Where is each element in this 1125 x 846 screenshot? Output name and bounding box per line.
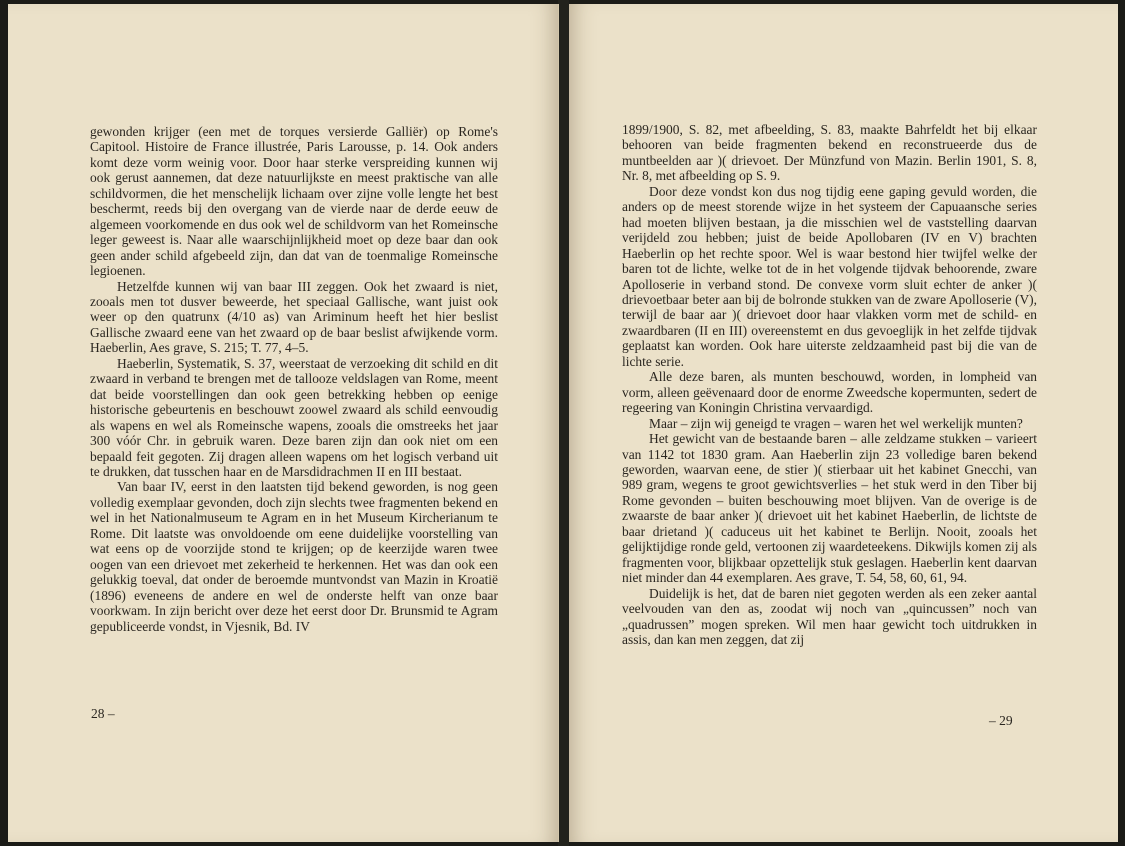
book-gutter — [558, 0, 569, 846]
right-paragraph-6: Duidelijk is het, dat de baren niet gegoten werden als een zeker aantal veelvouden van den as, zoodat wij noch van „quincussen” noch van „quadrussen” mogen spreken. Wil men haar gewicht toch uitdrukken in assis, dan kan men zeggen, dat zij — [622, 585, 1037, 647]
left-page-text — [90, 124, 498, 634]
left-paragraph-2: Hetzelfde kunnen wij van baar III zeggen. Ook het zwaard is niet, zooals men tot dusver beweerde, het speciaal Gallische, want juist ook weer op den quatrunx (4/10 as) van Ariminum heeft het hier beslist Gallische zwaard eene van het zwaard op de baar beslist afwijkende vorm. Haeberlin, Aes grave, S. 215; T. 77, 4–5. — [90, 278, 498, 356]
left-page — [8, 4, 559, 842]
right-page-number: – 29 — [989, 713, 1013, 728]
left-paragraph-1: gewonden krijger (een met de torques versierde Galliër) op Rome's Capitool. Histoire de France illustrée, Paris Larousse, p. 14. Ook anders komt deze vorm weinig voor. Door haar sterke verspreiding kunnen wij ook gerust aannemen, dat deze natuurlijkste en meest praktische van alle schildvormen, die het menschelijk lichaam over zijne volle lengte het best beschermt, reeds bij den overgang van de vierde naar de derde eeuw de algemeen voorkomende en dus ook wel de schildvorm van het Romeinsche leger geweest is. Naar alle waarschijnlijkheid moet op deze baar dan ook geen ander schild afgebeeld zijn, dan dat van de toenmalige Romeinsche legioenen. — [90, 124, 498, 279]
right-page-text — [622, 122, 1037, 647]
right-paragraph-4: Maar – zijn wij geneigd te vragen – waren het wel werkelijk munten? — [649, 415, 1023, 431]
left-page-number: 28 – — [91, 706, 115, 721]
right-paragraph-3: Alle deze baren, als munten beschouwd, worden, in lompheid van vorm, alleen geëvenaard door de enorme Zweedsche kopermunten, sedert de regeering van Koningin Christina vervaardigd. — [622, 369, 1037, 416]
right-paragraph-2: Door deze vondst kon dus nog tijdig eene gaping gevuld worden, die anders op de meest storende wijze in het systeem der Capuaansche series had moeten blijven bestaan, ja die misschien wel de vaststelling daarvan verijdeld zou hebben; juist de beide Apollobaren (IV en V) brachten Haeberlin op het rechte spoor. Wel is waar bestond hier twijfel welke der baren tot de lichte, welke tot de in het volgende tijdvak behoorende, zware Apolloserie in verband stond. De convexe vorm sluit echter de anker )( drievoetbaar beter aan bij de bolronde stukken van de zware Apolloserie (V), terwijl de baar aar )( drievoet door haar vlakken vorm met de schild- en zwaardbaren (II en III) overeenstemt en dus gevoeglijk in het zelfde tijdvak geplaatst kan worden. Ook hare uiterste zeldzaamheid past bij die van de lichte serie. — [622, 183, 1037, 369]
right-page — [569, 4, 1118, 842]
left-paragraph-4: Van baar IV, eerst in den laatsten tijd bekend geworden, is nog geen volledig exemplaar gevonden, doch zijn slechts twee fragmenten bekend en wel in het Nationalmuseum te Agram en in het Museum Kircherianum te Rome. Dit laatste was onvoldoende om eene duidelijke voorstelling van wat eens op de voorzijde stond te krijgen; op de keerzijde waren twee oogen van een drievoet met zekerheid te herkennen. Het was dan ook een gelukkig toeval, dat onder de beroemde muntvondst van Mazin in Kroatië (1896) eveneens de andere en wel de onderste helft van onze baar voorkwam. In zijn bericht over deze het eerst door Dr. Brunsmid te Agram gepubliceerde vondst, in Vjesnik, Bd. IV — [90, 479, 498, 634]
right-paragraph-5: Het gewicht van de bestaande baren – alle zeldzame stukken – varieert van 1142 tot 1830 gram. Aan Haeberlin zijn 23 volledige baren bekend geworden, waarvan eene, de stier )( stierbaar uit het kabinet Gnecchi, van 989 gram, wegens te groot gewichtsverlies – het stuk werd in den Tiber bij Rome gevonden – buiten beschouwing moet blijven. Van de overige is de zwaarste de baar anker )( drievoet uit het kabinet Haeberlin, de lichtste de baar drietand )( caduceus uit het kabinet te Berlijn. Nooit, zooals het gelijktijdige ronde geld, vertoonen zij waardeteekens. Dikwijls komen zij als fragmenten voor, blijkbaar opzettelijk stuk geslagen. Haeberlin kent daarvan niet minder dan 44 exemplaren. Aes grave, T. 54, 58, 60, 61, 94. — [622, 431, 1037, 586]
left-paragraph-3: Haeberlin, Systematik, S. 37, weerstaat de verzoeking dit schild en dit zwaard in verband te brengen met de tallooze veldslagen van Rome, meent dat beide voorstellingen dan ook geen betrekking hebben op eenige historische gebeurtenis en beschouwt zoowel zwaard als schild eenvoudig als wapens en wel als Romeinsche wapens, zooals die omstreeks het jaar 300 vóór Chr. in gebruik waren. Deze baren zijn dan ook niet om een bepaald feit gegoten. Zij dragen alleen wapens om het logisch verband uit te drukken, dat tusschen haar en de Marsdidrachmen II en III bestaat. — [90, 355, 498, 479]
right-paragraph-1: 1899/1900, S. 82, met afbeelding, S. 83, maakte Bahrfeldt het bij elkaar behooren van beide fragmenten bekend en reconstrueerde dus de muntbeelden aar )( drievoet. Der Münzfund von Mazin. Berlin 1901, S. 8, Nr. 8, met afbeelding op S. 9. — [622, 122, 1037, 184]
